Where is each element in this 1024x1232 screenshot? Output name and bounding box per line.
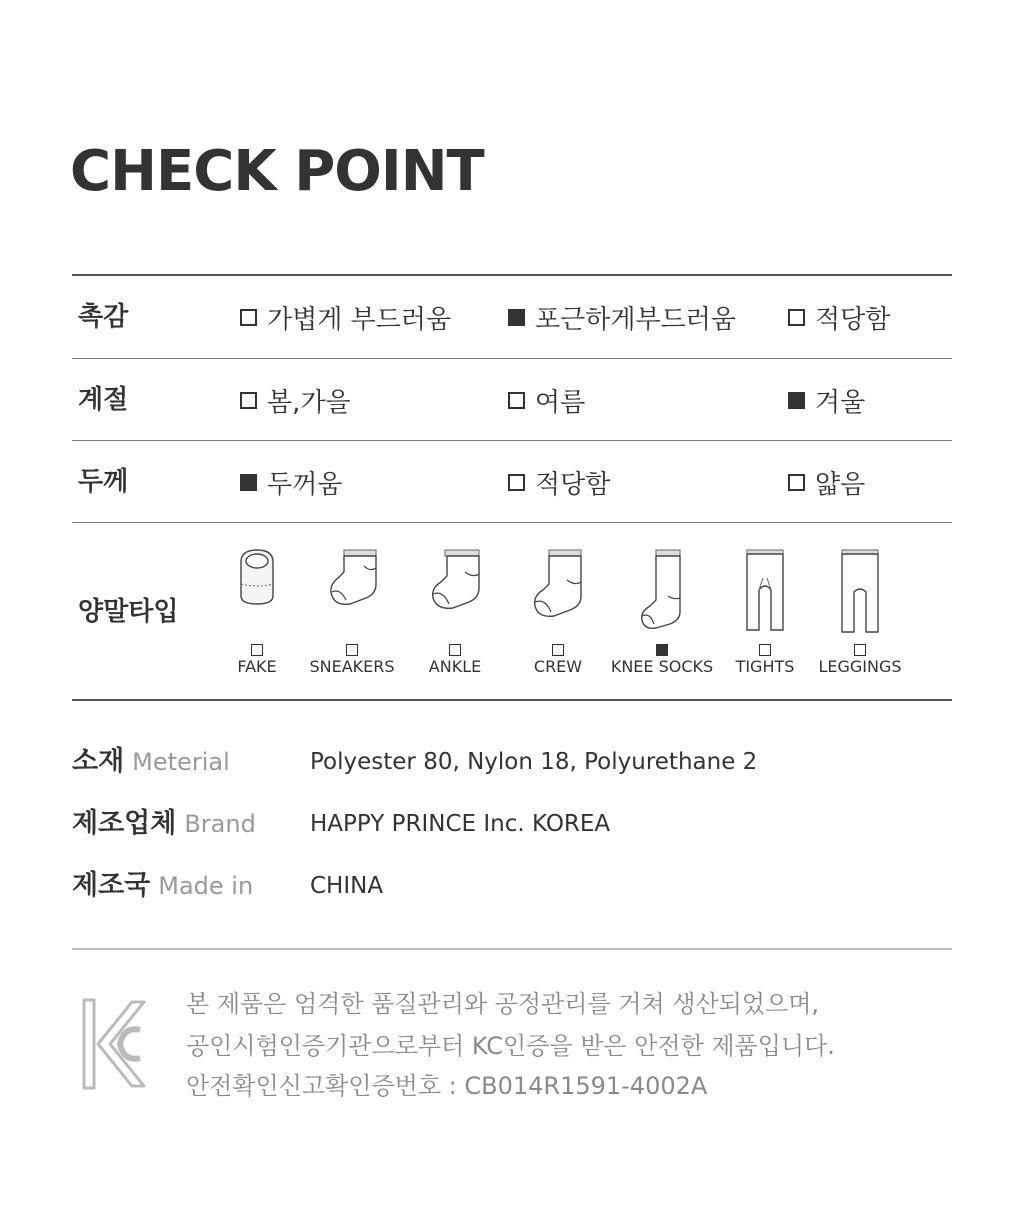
sock-type-name: FAKE (237, 657, 277, 676)
spec-label-ko: 소재 (72, 746, 125, 777)
option-label: 포근하게부드러움 (535, 304, 736, 335)
attribute-row-feel (72, 276, 952, 358)
spec-label-en: Meterial (132, 748, 230, 776)
option-checkbox[interactable] (240, 276, 451, 358)
section-divider (72, 948, 952, 950)
option-checkbox[interactable] (788, 276, 890, 358)
checkbox-icon (508, 392, 525, 409)
option-checkbox[interactable] (240, 359, 351, 441)
option-checkbox[interactable] (788, 359, 865, 441)
option-checkbox[interactable] (508, 276, 736, 358)
sneakers-sock-icon (302, 544, 402, 644)
checkbox-checked-icon (788, 392, 805, 409)
attribute-row-thickness (72, 441, 952, 523)
spec-brand (72, 804, 952, 844)
option-label: 봄,가을 (267, 387, 351, 418)
spec-label (72, 866, 253, 906)
certification-line: 공인시험인증기관으로부터 KC인증을 받은 안전한 제품입니다. (186, 1032, 835, 1060)
sock-checkbox-icon (346, 644, 358, 656)
option-label: 두꺼움 (267, 469, 343, 500)
row-divider (72, 522, 952, 523)
leggings-icon (810, 544, 910, 644)
checkbox-checked-icon (508, 309, 525, 326)
option-checkbox[interactable] (788, 441, 865, 523)
option-label: 가볍게 부드러움 (267, 304, 452, 335)
spec-value: Polyester 80, Nylon 18, Polyurethane 2 (310, 749, 758, 775)
spec-label-en: Made in (158, 872, 254, 900)
option-checkbox[interactable] (240, 441, 342, 523)
sock-checkbox-checked-icon (656, 644, 668, 656)
attribute-row-season (72, 359, 952, 441)
attribute-label: 두께 (78, 467, 129, 497)
knee-sock-icon (612, 544, 712, 644)
crew-sock-icon (508, 544, 608, 644)
sock-type-name: SNEAKERS (309, 657, 395, 676)
sock-type-name: CREW (533, 657, 583, 676)
option-label: 여름 (535, 387, 586, 418)
spec-label-ko: 제조업체 (72, 808, 177, 839)
option-label: 겨울 (815, 387, 866, 418)
sock-checkbox-icon (854, 644, 866, 656)
sock-type-name: ANKLE (428, 657, 482, 676)
checkbox-icon (240, 392, 257, 409)
tights-icon (715, 544, 815, 644)
kc-mark-icon (80, 996, 146, 1092)
checkbox-icon (508, 474, 525, 491)
spec-label (72, 804, 256, 844)
spec-made-in (72, 866, 952, 906)
checkbox-icon (788, 309, 805, 326)
spec-material (72, 742, 952, 782)
sock-checkbox-icon (449, 644, 461, 656)
spec-value: CHINA (310, 873, 384, 899)
option-label: 적당함 (535, 469, 611, 500)
ankle-sock-icon (405, 544, 505, 644)
sock-checkbox-icon (251, 644, 263, 656)
checkbox-checked-icon (240, 474, 257, 491)
sock-type-name: LEGGINGS (818, 657, 902, 676)
certification-line: 안전확인신고확인증번호 : CB014R1591-4002A (186, 1072, 708, 1100)
sock-type-label: 양말타입 (78, 597, 179, 627)
sock-checkbox-icon (552, 644, 564, 656)
certification-line: 본 제품은 엄격한 품질관리와 공정관리를 거쳐 생산되었으며, (186, 990, 820, 1018)
checkbox-icon (240, 309, 257, 326)
spec-label (72, 742, 230, 782)
checkbox-icon (788, 474, 805, 491)
sock-type-leggings[interactable] (810, 544, 910, 680)
attribute-label: 계절 (78, 385, 129, 415)
page-title: CHECK POINT (70, 139, 484, 204)
option-checkbox[interactable] (508, 441, 610, 523)
option-checkbox[interactable] (508, 359, 585, 441)
table-bottom-rule (72, 699, 952, 701)
spec-label-en: Brand (184, 810, 256, 838)
option-label: 적당함 (815, 304, 891, 335)
sock-type-name: TIGHTS (735, 657, 795, 676)
spec-label-ko: 제조국 (72, 870, 151, 901)
sock-checkbox-icon (759, 644, 771, 656)
option-label: 얇음 (815, 469, 866, 500)
spec-value: HAPPY PRINCE Inc. KOREA (310, 811, 611, 837)
attribute-label: 촉감 (78, 302, 129, 332)
sock-type-name: KNEE SOCKS (610, 657, 714, 676)
fake-sock-icon (207, 544, 307, 644)
